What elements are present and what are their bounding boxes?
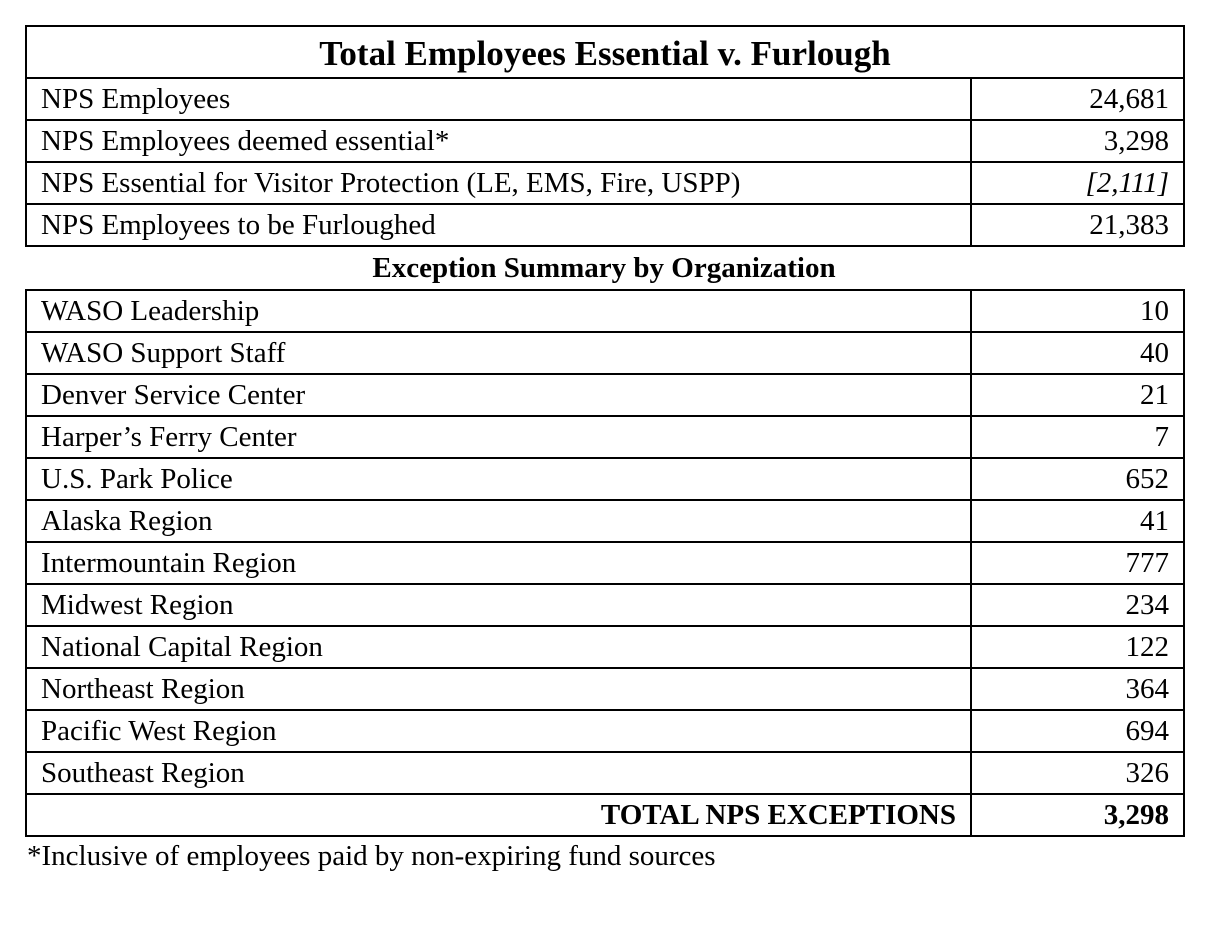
row-label: NPS Essential for Visitor Protection (LE, EMS, Fire, USPP) [26,162,971,204]
row-value: [2,111] [971,162,1184,204]
table-row [26,500,1184,542]
total-row [26,794,1184,836]
row-label: National Capital Region [26,626,971,668]
footnote: *Inclusive of employees paid by non-expiring fund sources [27,840,716,872]
row-label: WASO Support Staff [26,332,971,374]
table-row [26,78,1184,120]
summary-table [25,25,1185,247]
table-row [26,668,1184,710]
table-row [26,162,1184,204]
row-value: 40 [971,332,1184,374]
table-row [26,710,1184,752]
total-value: 3,298 [971,794,1184,836]
row-value: 777 [971,542,1184,584]
row-value: 21,383 [971,204,1184,246]
row-value: 3,298 [971,120,1184,162]
row-value: 122 [971,626,1184,668]
row-value: 24,681 [971,78,1184,120]
row-label: Alaska Region [26,500,971,542]
table-row [26,626,1184,668]
table-row [26,120,1184,162]
row-label: Northeast Region [26,668,971,710]
row-label: NPS Employees to be Furloughed [26,204,971,246]
table-row [26,374,1184,416]
table-row [26,204,1184,246]
exceptions-table [25,289,1185,837]
row-value: 41 [971,500,1184,542]
table-row [26,332,1184,374]
document [25,25,1183,875]
row-label: Southeast Region [26,752,971,794]
table-row [26,290,1184,332]
summary-title: Total Employees Essential v. Furlough [26,26,1184,78]
table-row [26,458,1184,500]
row-label: Denver Service Center [26,374,971,416]
row-label: U.S. Park Police [26,458,971,500]
row-label: Intermountain Region [26,542,971,584]
row-label: NPS Employees deemed essential* [26,120,971,162]
row-label: NPS Employees [26,78,971,120]
row-value: 694 [971,710,1184,752]
total-label: TOTAL NPS EXCEPTIONS [26,794,971,836]
row-label: Harper’s Ferry Center [26,416,971,458]
row-value: 234 [971,584,1184,626]
row-value: 10 [971,290,1184,332]
table-row [26,542,1184,584]
row-label: Pacific West Region [26,710,971,752]
row-value: 326 [971,752,1184,794]
row-value: 7 [971,416,1184,458]
row-label: WASO Leadership [26,290,971,332]
table-row [26,752,1184,794]
row-value: 21 [971,374,1184,416]
row-value: 364 [971,668,1184,710]
table-row [26,416,1184,458]
table-row [26,584,1184,626]
row-value: 652 [971,458,1184,500]
summary-title-row [26,26,1184,78]
row-label: Midwest Region [26,584,971,626]
exceptions-heading: Exception Summary by Organization [372,252,836,284]
